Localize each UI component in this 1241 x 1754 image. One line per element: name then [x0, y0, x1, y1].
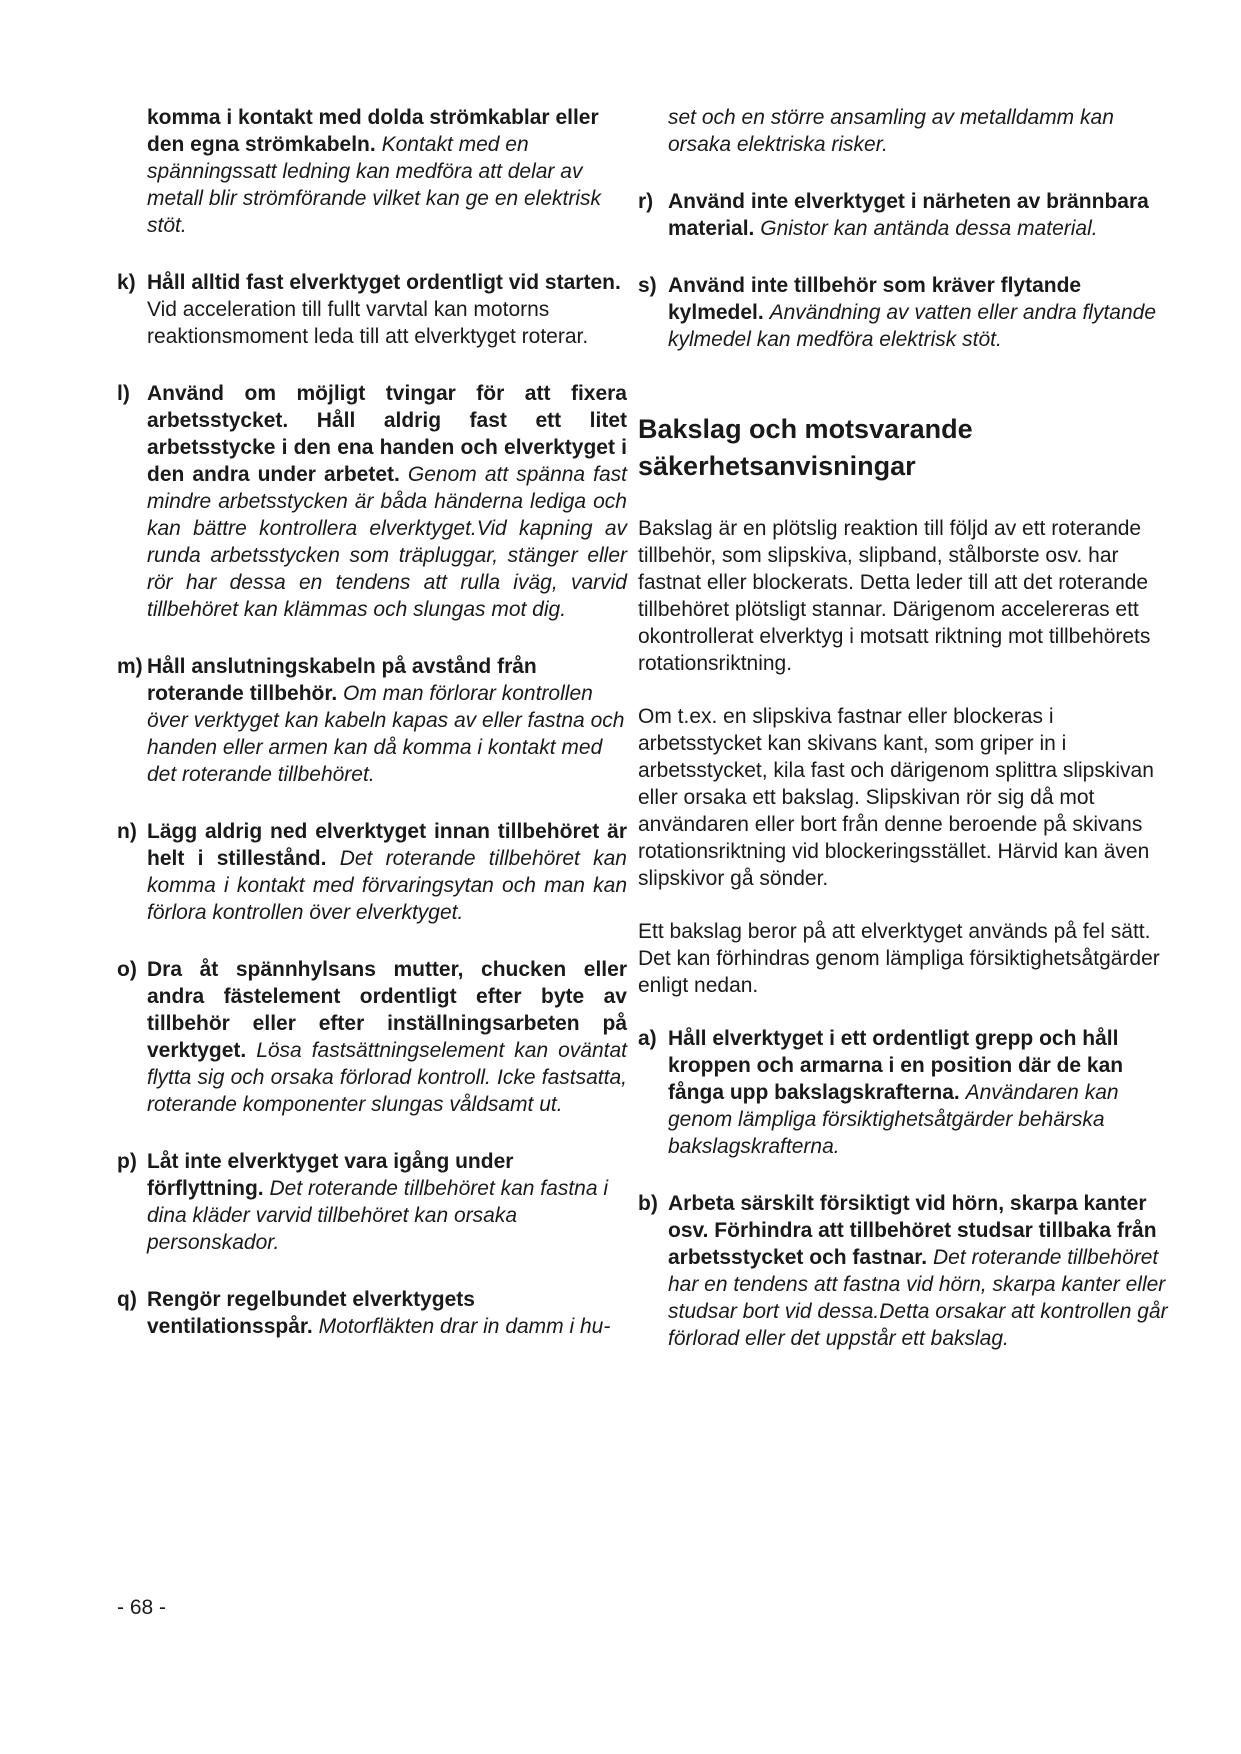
list-item-q [117, 1286, 627, 1340]
item-bold: Använd om möjligt tvingar för att fixera arbetsstycket. Håll aldrig fast ett litet arbetsstycke i den ena handen och elverktyget i den andra under arbetet. [147, 382, 627, 486]
item-bold: Använd inte tillbehör som kräver flytande kylmedel. [668, 274, 1082, 324]
paragraph-3: Ett bakslag beror på att elverktyget används på fel sätt. Det kan förhindras genom lämpliga försiktighetsåtgärder enligt nedan. [638, 920, 1160, 997]
item-label: q) [117, 1288, 137, 1311]
item-italic: Genom att spänna fast mindre arbetsstycken är båda händerna lediga och kan bättre kontrollera elverktyget.Vid kapning av runda arbetsstycken som träpluggar, stänger eller rör har dessa en tendens att rulla iväg, varvid tillbehöret kan klämmas och slungas mot dig. [147, 463, 627, 621]
item-italic: Det roterande tillbehöret kan komma i kontakt med förvaringsytan och man kan förlora kontrollen över elverktyget. [147, 847, 627, 924]
list-item-r [638, 188, 1178, 242]
item-label: m) [117, 655, 143, 678]
item-italic: Motorfläkten drar in damm i hu- [318, 1315, 611, 1338]
paragraph-2: Om t.ex. en slipskiva fastnar eller blockeras i arbetsstycket kan skivans kant, som griper in i arbetsstycket, kila fast och därigenom splittra slipskivan eller orsaka ett bakslag. Slipskivan rör sig då mot användaren eller bort från denne beroende på skivans rotationsriktning vid blockeringsstället. Härvid kan även slipskivor gå sönder. [638, 705, 1154, 890]
right-column [638, 104, 1178, 1382]
left-column [117, 104, 627, 1370]
item-bold: Rengör regelbundet elverktygets ventilationsspår. [147, 1288, 475, 1338]
list-item-p [117, 1148, 627, 1256]
list-item-l [117, 380, 627, 623]
item-italic: Lösa fastsättningselement kan oväntat flytta sig och orsaka förlorad kontroll. Icke fastsatta, roterande komponenter slungas våldsamt ut. [147, 1039, 627, 1116]
item-italic: Användaren kan genom lämpliga försiktighetsåtgärder behärska bakslagskrafterna. [668, 1081, 1119, 1158]
paragraph-1: Bakslag är en plötslig reaktion till följd av ett roterande tillbehör, som slipskiva, slipband, stålborste osv. har fastnat eller blockerats. Detta leder till att det roterande tillbehöret plötsligt stannar. Därigenom accelereras ett okontrollerat elverktyg i motsatt riktning mot tillbehörets rotationsriktning. [638, 517, 1151, 675]
item-normal: Vid acceleration till fullt varvtal kan motorns reaktionsmoment leda till att elverktyget roterar. [147, 298, 589, 348]
item-bold: Håll anslutningskabeln på avstånd från roterande tillbehör. [147, 655, 537, 705]
intro-continuation [117, 104, 627, 239]
item-bold: Arbeta särskilt försiktigt vid hörn, skarpa kanter osv. Förhindra att tillbehöret studsar tillbaka från arbetsstycket och fastnar. [668, 1192, 1157, 1269]
item-bold: Dra åt spännhylsans mutter, chucken eller andra fästelement ordentligt efter byte av tillbehör eller efter inställningsarbeten på verktyget. [147, 958, 627, 1062]
page-number: - 68 - [117, 1596, 167, 1619]
item-italic: Om man förlorar kontrollen över verktyget kan kabeln kapas av eller fastna och handen eller armen kan då komma i kontakt med det roterande tillbehöret. [147, 682, 625, 786]
item-label: s) [638, 274, 657, 297]
item-bold: Håll elverktyget i ett ordentligt grepp och håll kroppen och armarna i en position där de kan fånga upp bakslagskrafterna. [668, 1027, 1124, 1104]
item-italic: Användning av vatten eller andra flytande kylmedel kan medföra elektrisk stöt. [668, 301, 1157, 351]
list-item-m [117, 653, 627, 788]
item-italic: Det roterande tillbehöret kan fastna i dina kläder varvid tillbehöret kan orsaka personskador. [147, 1177, 609, 1254]
list-item-s [638, 272, 1178, 353]
intro-bold: komma i kontakt med dolda strömkablar eller den egna strömkabeln. [147, 106, 599, 156]
section-heading: Bakslag och motsvarande säkerhetsanvisningar [638, 414, 973, 481]
item-label: b) [638, 1192, 658, 1215]
item-label: l) [117, 382, 130, 405]
item-italic: Gnistor kan antända dessa material. [760, 217, 1098, 240]
item-label: a) [638, 1027, 657, 1050]
intro-italic: Kontakt med en spänningssatt ledning kan medföra att delar av metall blir strömförande vilket kan ge en elektrisk stöt. [147, 133, 602, 237]
item-bold: Lägg aldrig ned elverktyget innan tillbehöret är helt i stillestånd. [147, 820, 627, 870]
item-bold: Använd inte elverktyget i närheten av brännbara material. [668, 190, 1149, 240]
item-label: o) [117, 958, 137, 981]
list-item-b [638, 1190, 1178, 1352]
list-item-k [117, 269, 627, 350]
item-italic: Det roterande tillbehöret har en tendens att fastna vid hörn, skarpa kanter eller studsar bort vid dessa.Detta orsakar att kontrollen går förlorad eller det uppstår ett bakslag. [668, 1246, 1168, 1350]
item-bold: Låt inte elverktyget vara igång under förflyttning. [147, 1150, 514, 1200]
continuation-italic: set och en större ansamling av metalldamm kan orsaka elektriska risker. [668, 106, 1114, 156]
list-item-o [117, 956, 627, 1118]
item-label: n) [117, 820, 137, 843]
list-item-n [117, 818, 627, 926]
item-label: r) [638, 190, 654, 213]
continuation-text [638, 104, 1178, 158]
item-label: p) [117, 1150, 137, 1173]
item-label: k) [117, 271, 136, 294]
item-bold: Håll alltid fast elverktyget ordentligt vid starten. [147, 271, 621, 294]
list-item-a [638, 1025, 1178, 1160]
